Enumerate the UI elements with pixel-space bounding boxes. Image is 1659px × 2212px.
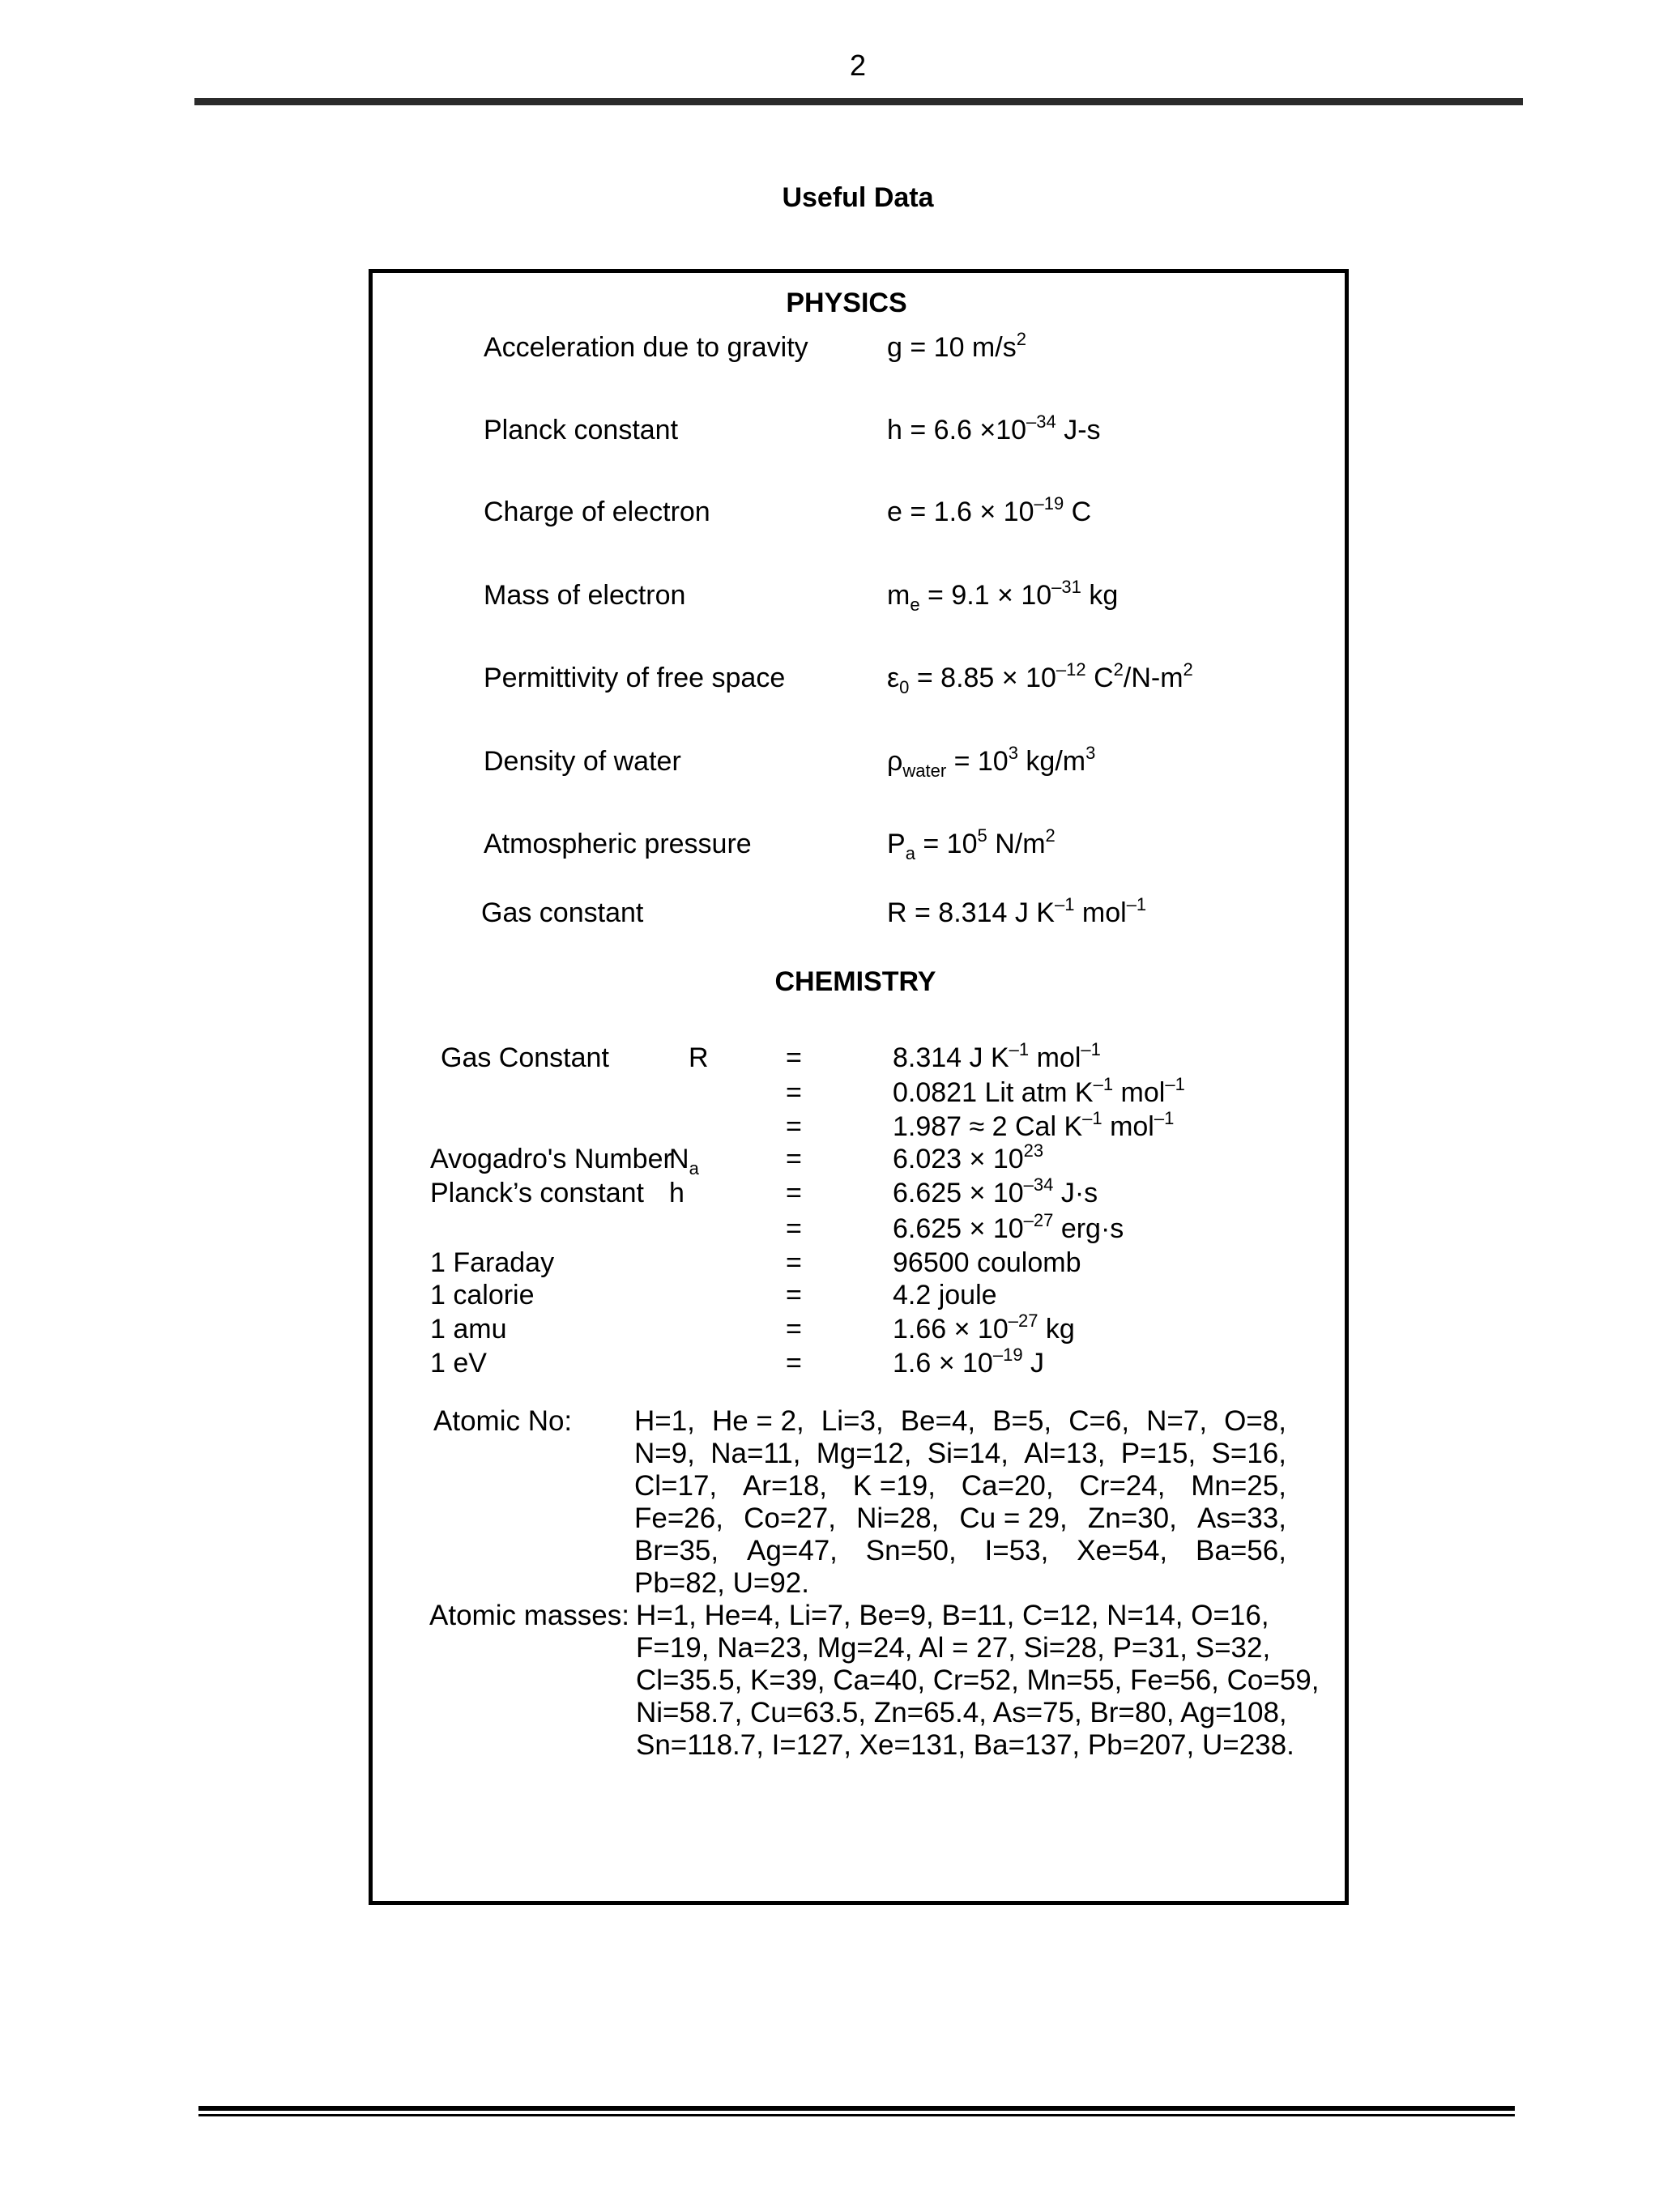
value-part-sup: –1 [1009, 1039, 1030, 1059]
chem-label: Planck’s constant [430, 1178, 644, 1208]
value-part-sup: –1 [1054, 894, 1075, 914]
atomic-mass-line: F=19, Na=23, Mg=24, Al = 27, Si=28, P=31, S=32, [636, 1632, 1271, 1664]
value-part-sup: –27 [1023, 1210, 1054, 1230]
value-part-sup2: 3 [1085, 743, 1096, 763]
atomic-no-line [634, 1535, 1286, 1567]
value-part-sup: –1 [1093, 1074, 1114, 1094]
value-part-tail: kg/m [1017, 746, 1086, 777]
atomic-mass-line: Sn=118.7, I=127, Xe=131, Ba=137, Pb=207, U=238. [636, 1729, 1294, 1761]
value-part-value: h = 6.6 ×10 [887, 415, 1027, 445]
value-part-sup2: 2 [1113, 659, 1124, 680]
physics-label: Density of water [484, 746, 681, 777]
element-entry: Cl=17, [634, 1470, 718, 1502]
value-part-value: 6.625 × 10 [893, 1213, 1024, 1244]
atomic-mass-line: Cl=35.5, K=39, Ca=40, Cr=52, Mn=55, Fe=56, Co=59, [636, 1664, 1320, 1696]
element-entry: Sn=50, [865, 1535, 957, 1566]
symbol-text: R [689, 1042, 709, 1073]
value-part-sup: 2 [1016, 329, 1026, 349]
physics-label: Charge of electron [484, 497, 710, 527]
atomic-no-line [634, 1438, 1286, 1470]
chem-value [893, 1210, 1124, 1245]
chem-equals: = [786, 1178, 802, 1208]
chem-symbol [669, 1178, 684, 1209]
atomic-masses-label: Atomic masses: [429, 1600, 629, 1631]
atomic-masses-list [636, 1600, 1319, 1762]
element-entry: He = 2, [711, 1405, 804, 1437]
symbol-text: h [669, 1178, 684, 1208]
chem-value [893, 1108, 1175, 1143]
element-entry: Be=4, [900, 1405, 976, 1437]
value-part-sub: e [910, 595, 920, 615]
value-part-value: 1.66 × 10 [893, 1314, 1009, 1345]
physics-label: Mass of electron [484, 580, 686, 611]
value-part-tail: mol [1074, 897, 1127, 928]
value-part-sup2: –1 [1081, 1039, 1101, 1059]
value-part-value: g = 10 m/s [887, 332, 1017, 363]
chem-value [893, 1280, 997, 1311]
element-entry: Xe=54, [1077, 1535, 1168, 1566]
chem-symbol [669, 1144, 699, 1178]
element-entry: Mg=12, [816, 1438, 912, 1469]
element-entry: Na=11, [710, 1438, 801, 1469]
element-entry: O=8, [1224, 1405, 1286, 1437]
chem-value [893, 1140, 1044, 1175]
value-part-tail: C [1085, 663, 1114, 693]
value-part-sup: –34 [1026, 411, 1056, 432]
value-part-sup2: 2 [1045, 825, 1056, 846]
physics-value [887, 577, 1119, 615]
value-part-sup: –12 [1056, 659, 1086, 680]
value-part-value: 4.2 joule [893, 1280, 997, 1311]
atomic-mass-line: Ni=58.7, Cu=63.5, Zn=65.4, As=75, Br=80, Ag=108, [636, 1697, 1287, 1728]
value-part-tail: C [1064, 497, 1092, 527]
physics-value [887, 411, 1101, 446]
chem-equals: = [786, 1042, 802, 1073]
physics-value [887, 659, 1193, 697]
element-entry: Si=14, [927, 1438, 1009, 1469]
chem-label: 1 Faraday [430, 1247, 555, 1278]
element-entry: Co=27, [744, 1502, 836, 1534]
value-part-sup: –19 [992, 1345, 1023, 1365]
chemistry-heading: CHEMISTRY [774, 966, 936, 997]
value-part-value: 6.625 × 10 [893, 1178, 1024, 1208]
physics-value [887, 894, 1147, 929]
value-part-value: 96500 coulomb [893, 1247, 1081, 1278]
chem-label: 1 amu [430, 1314, 507, 1345]
physics-label: Atmospheric pressure [484, 829, 752, 859]
value-part-sup2: –1 [1165, 1074, 1185, 1094]
element-entry: P=15, [1120, 1438, 1196, 1469]
element-entry: Ar=18, [742, 1470, 828, 1502]
physics-label: Planck constant [484, 415, 679, 445]
symbol-text: N [669, 1144, 689, 1174]
value-part-sup: 23 [1023, 1140, 1044, 1161]
value-part-mid: = 10 [946, 746, 1009, 777]
element-entry: Ba=56, [1196, 1535, 1286, 1566]
value-part-value: e = 1.6 × 10 [887, 497, 1034, 527]
value-part-value: 0.0821 Lit atm K [893, 1077, 1094, 1108]
element-entry: Li=3, [821, 1405, 884, 1437]
footer-rule-thick [198, 2106, 1515, 2111]
atomic-no-line [634, 1405, 1286, 1438]
element-entry: C=6, [1068, 1405, 1130, 1437]
chem-value [893, 1039, 1101, 1074]
element-entry: Ag=47, [746, 1535, 838, 1566]
element-entry: K =19, [852, 1470, 936, 1502]
value-part-value: 6.023 × 10 [893, 1144, 1024, 1174]
value-part-tail: mol [1102, 1111, 1154, 1142]
element-entry: Ni=28, [856, 1502, 940, 1534]
value-part-value: P [887, 829, 906, 859]
element-entry: Zn=30, [1087, 1502, 1177, 1534]
value-part-value: ρ [887, 746, 903, 777]
element-entry: B=5, [992, 1405, 1052, 1437]
physics-label: Gas constant [481, 897, 644, 928]
header-rule [194, 98, 1523, 105]
value-part-sup2: –1 [1126, 894, 1147, 914]
chem-equals: = [786, 1348, 802, 1379]
value-part-value: ε [887, 663, 900, 693]
physics-value [887, 329, 1026, 364]
value-part-tail: J·s [1053, 1178, 1098, 1208]
element-entry: N=9, [634, 1438, 695, 1469]
footer-rule-thin [198, 2114, 1515, 2116]
symbol-sub: a [689, 1158, 699, 1178]
value-part-mid: = 9.1 × 10 [919, 580, 1052, 611]
value-part-sub: water [902, 761, 947, 781]
physics-value [887, 493, 1092, 528]
element-entry: Al=13, [1024, 1438, 1106, 1469]
element-entry: As=33, [1196, 1502, 1286, 1534]
element-entry: I=53, [984, 1535, 1049, 1566]
value-part-tail: J-s [1056, 415, 1101, 445]
element-entry: Ca=20, [961, 1470, 1054, 1502]
value-part-sup: 3 [1008, 743, 1018, 763]
value-part-sub: 0 [899, 677, 910, 697]
chem-symbol [689, 1042, 709, 1074]
value-part-tail: N/m [987, 829, 1046, 859]
chem-equals: = [786, 1213, 802, 1244]
atomic-no-line [634, 1470, 1286, 1502]
value-part-value: 1.987 ≈ 2 Cal K [893, 1111, 1083, 1142]
value-part-sup: 5 [977, 825, 987, 846]
value-part-tail: kg [1081, 580, 1119, 611]
value-part-value: 8.314 J K [893, 1042, 1009, 1073]
atomic-no-label: Atomic No: [433, 1405, 573, 1437]
element-entry: N=7, [1146, 1405, 1208, 1437]
atomic-no-line [634, 1502, 1286, 1535]
atomic-no-list [634, 1405, 1286, 1600]
value-part-sup: –31 [1051, 577, 1081, 597]
physics-heading: PHYSICS [786, 288, 907, 318]
physics-label: Acceleration due to gravity [484, 332, 808, 363]
page-title: Useful Data [782, 182, 934, 213]
chem-label: Gas Constant [441, 1042, 609, 1073]
value-part-sub: a [905, 843, 915, 863]
chem-label: Avogadro's Number [430, 1144, 672, 1174]
chem-equals: = [786, 1144, 802, 1174]
value-part-tail: kg [1038, 1314, 1075, 1345]
element-entry: Fe=26, [634, 1502, 723, 1534]
atomic-no-line: Pb=82, U=92. [634, 1567, 809, 1599]
value-part-mid: = 10 [915, 829, 978, 859]
chem-label: 1 calorie [430, 1280, 535, 1311]
value-part-value: m [887, 580, 911, 611]
chem-equals: = [786, 1280, 802, 1311]
value-part-sup: –19 [1034, 493, 1064, 514]
element-entry: Br=35, [634, 1535, 719, 1566]
value-part-tail2: /N-m [1123, 663, 1183, 693]
chem-equals: = [786, 1247, 802, 1278]
chem-equals: = [786, 1077, 802, 1108]
chem-value [893, 1311, 1075, 1345]
chem-label: 1 eV [430, 1348, 487, 1379]
value-part-tail: J [1022, 1348, 1045, 1379]
value-part-sup: –1 [1082, 1108, 1102, 1128]
value-part-sup3: 2 [1183, 659, 1193, 680]
physics-value [887, 825, 1056, 863]
value-part-sup: –34 [1023, 1174, 1054, 1195]
chem-value [893, 1074, 1185, 1109]
chem-value [893, 1174, 1098, 1209]
physics-label: Permittivity of free space [484, 663, 786, 693]
chem-equals: = [786, 1314, 802, 1345]
value-part-tail: erg·s [1053, 1213, 1124, 1244]
element-entry: Mn=25, [1191, 1470, 1286, 1502]
element-entry: H=1, [634, 1405, 695, 1437]
chem-value [893, 1345, 1045, 1379]
chem-equals: = [786, 1111, 802, 1142]
element-entry: Cu = 29, [959, 1502, 1068, 1534]
physics-value [887, 743, 1096, 781]
value-part-value: R = 8.314 J K [887, 897, 1055, 928]
value-part-sup: –27 [1008, 1311, 1038, 1331]
value-part-value: 1.6 × 10 [893, 1348, 993, 1379]
value-part-tail: mol [1113, 1077, 1166, 1108]
value-part-tail: mol [1029, 1042, 1081, 1073]
page-number: 2 [849, 49, 867, 82]
value-part-sup2: –1 [1154, 1108, 1175, 1128]
element-entry: S=16, [1211, 1438, 1286, 1469]
value-part-mid: = 8.85 × 10 [909, 663, 1056, 693]
element-entry: Cr=24, [1079, 1470, 1166, 1502]
atomic-mass-line: H=1, He=4, Li=7, Be=9, B=11, C=12, N=14, O=16, [636, 1600, 1269, 1631]
chem-value [893, 1247, 1081, 1279]
